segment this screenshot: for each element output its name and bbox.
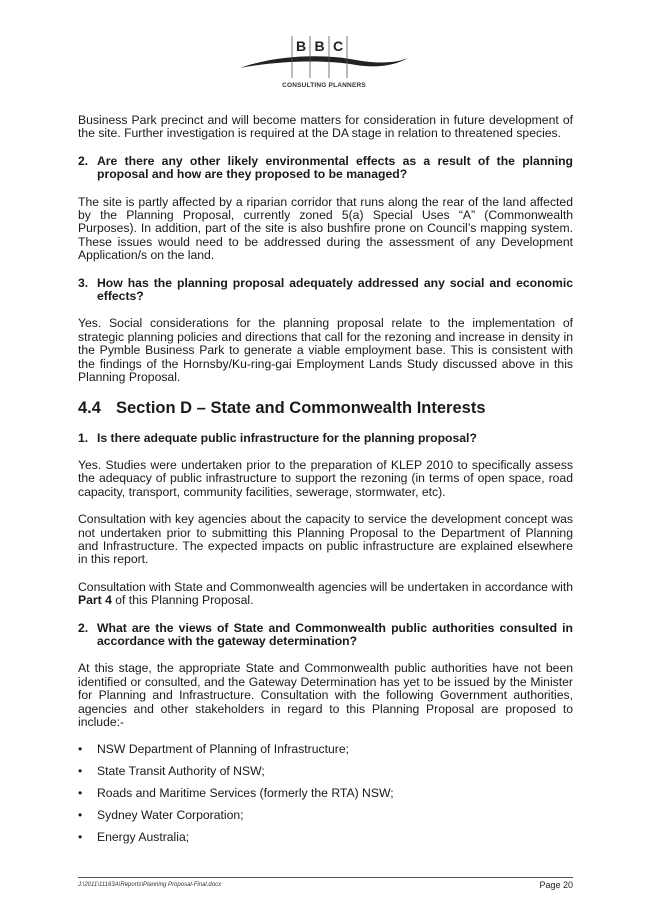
- logo-graphic: [238, 30, 410, 82]
- answer-d1-c-text: Consultation with State and Commonwealth agencies will be undertaken in accordance with: [78, 579, 573, 594]
- section-number: 4.4: [78, 398, 101, 417]
- agency-list: [78, 743, 573, 844]
- answer-c2: The site is partly affected by a riparian corridor that runs along the rear of the land affected by the Planning Proposal, currently zoned 5(a) Special Uses “A” (Commonwealth Purposes). In addition, part of the site is also bushfire prone on Council’s mapping system. These issues would need to be addressed during the assessment of any Development Application/s on the land.: [78, 194, 573, 263]
- part-4-reference: Part 4: [78, 593, 112, 608]
- section-title: Section D – State and Commonwealth Interests: [116, 398, 486, 417]
- answer-d1-a: Yes. Studies were undertaken prior to the preparation of KLEP 2010 to specifically assess the adequacy of public infrastructure to support the rezoning (in terms of open space, road capacity, transport, community facilities, sewerage, stormwater, etc).: [78, 457, 573, 499]
- answer-d2: At this stage, the appropriate State and Commonwealth public authorities have not been identified or consulted, and the Gateway Determination has yet to be issued by the Minister for Planning and Infrastructure. Consultation with the following Government authorities, agencies and other stakeholders in regard to this Planning Proposal are proposed to include:-: [78, 661, 573, 729]
- question-text: Are there any other likely environmental effects as a result of the planning proposal and how are they proposed to be managed?: [97, 153, 573, 182]
- question-text: How has the planning proposal adequately addressed any social and economic effects?: [97, 275, 573, 304]
- bbc-logo: [238, 30, 410, 94]
- answer-c3: Yes. Social considerations for the planning proposal relate to the implementation of strategic planning policies and directions that call for the rezoning and increase in density in the Pymble Business Park to generate a viable employment base. This is consistent with the findings of the Hornsby/Ku-ring-gai Employment Lands Study discussed above in this Planning Proposal.: [78, 316, 573, 385]
- list-item-text: State Transit Authority of NSW;: [97, 764, 265, 779]
- question-number: 2.: [78, 620, 89, 635]
- page-number: Page 20: [539, 880, 573, 890]
- question-c3: [78, 277, 573, 304]
- list-item-text: Roads and Maritime Services (formerly the RTA) NSW;: [97, 786, 394, 801]
- bullet-icon: •: [78, 830, 83, 845]
- question-d2: [78, 622, 573, 649]
- question-text: Is there adequate public infrastructure for the planning proposal?: [97, 430, 477, 445]
- bullet-icon: •: [78, 808, 83, 823]
- question-number: 2.: [78, 153, 89, 168]
- logo-subtitle: CONSULTING PLANNERS: [282, 82, 366, 89]
- question-number: 3.: [78, 275, 89, 290]
- logo-letter-2: B: [314, 38, 325, 54]
- footer-divider: [78, 877, 573, 878]
- bullet-icon: •: [78, 742, 83, 757]
- logo-letter-3: C: [332, 38, 344, 54]
- answer-d1-c: [78, 581, 573, 608]
- question-number: 1.: [78, 430, 89, 445]
- list-item: [78, 765, 573, 778]
- question-text: What are the views of State and Commonwealth public authorities consulted in accordance with the gateway determination?: [97, 620, 573, 648]
- list-item: [78, 831, 573, 844]
- bullet-icon: •: [78, 764, 83, 779]
- answer-d1-c-tail: of this Planning Proposal.: [111, 593, 254, 608]
- list-item-text: Sydney Water Corporation;: [97, 808, 244, 823]
- bullet-icon: •: [78, 786, 83, 801]
- list-item-text: Energy Australia;: [97, 830, 190, 845]
- footer-file-path: J:\2011\11163A\Reports\Planning Proposal-Final.docx: [78, 882, 222, 888]
- question-c2: [78, 155, 573, 182]
- page-body: [78, 114, 573, 853]
- question-d1: [78, 432, 573, 445]
- list-item: [78, 809, 573, 822]
- logo-letter-1: B: [295, 38, 307, 54]
- list-item: [78, 787, 573, 800]
- section-heading: [78, 399, 573, 418]
- answer-d1-b: Consultation with key agencies about the capacity to service the development concept was not undertaken prior to submitting this Planning Proposal to the Department of Planning and Infrastructure. The expected impacts on public infrastructure are explained elsewhere in this report.: [78, 512, 573, 567]
- list-item: [78, 743, 573, 756]
- intro-paragraph: Business Park precinct and will become matters for consideration in future development of the site. Further investigation is required at the DA stage in relation to threatened species.: [78, 113, 573, 141]
- list-item-text: NSW Department of Planning of Infrastructure;: [97, 742, 349, 757]
